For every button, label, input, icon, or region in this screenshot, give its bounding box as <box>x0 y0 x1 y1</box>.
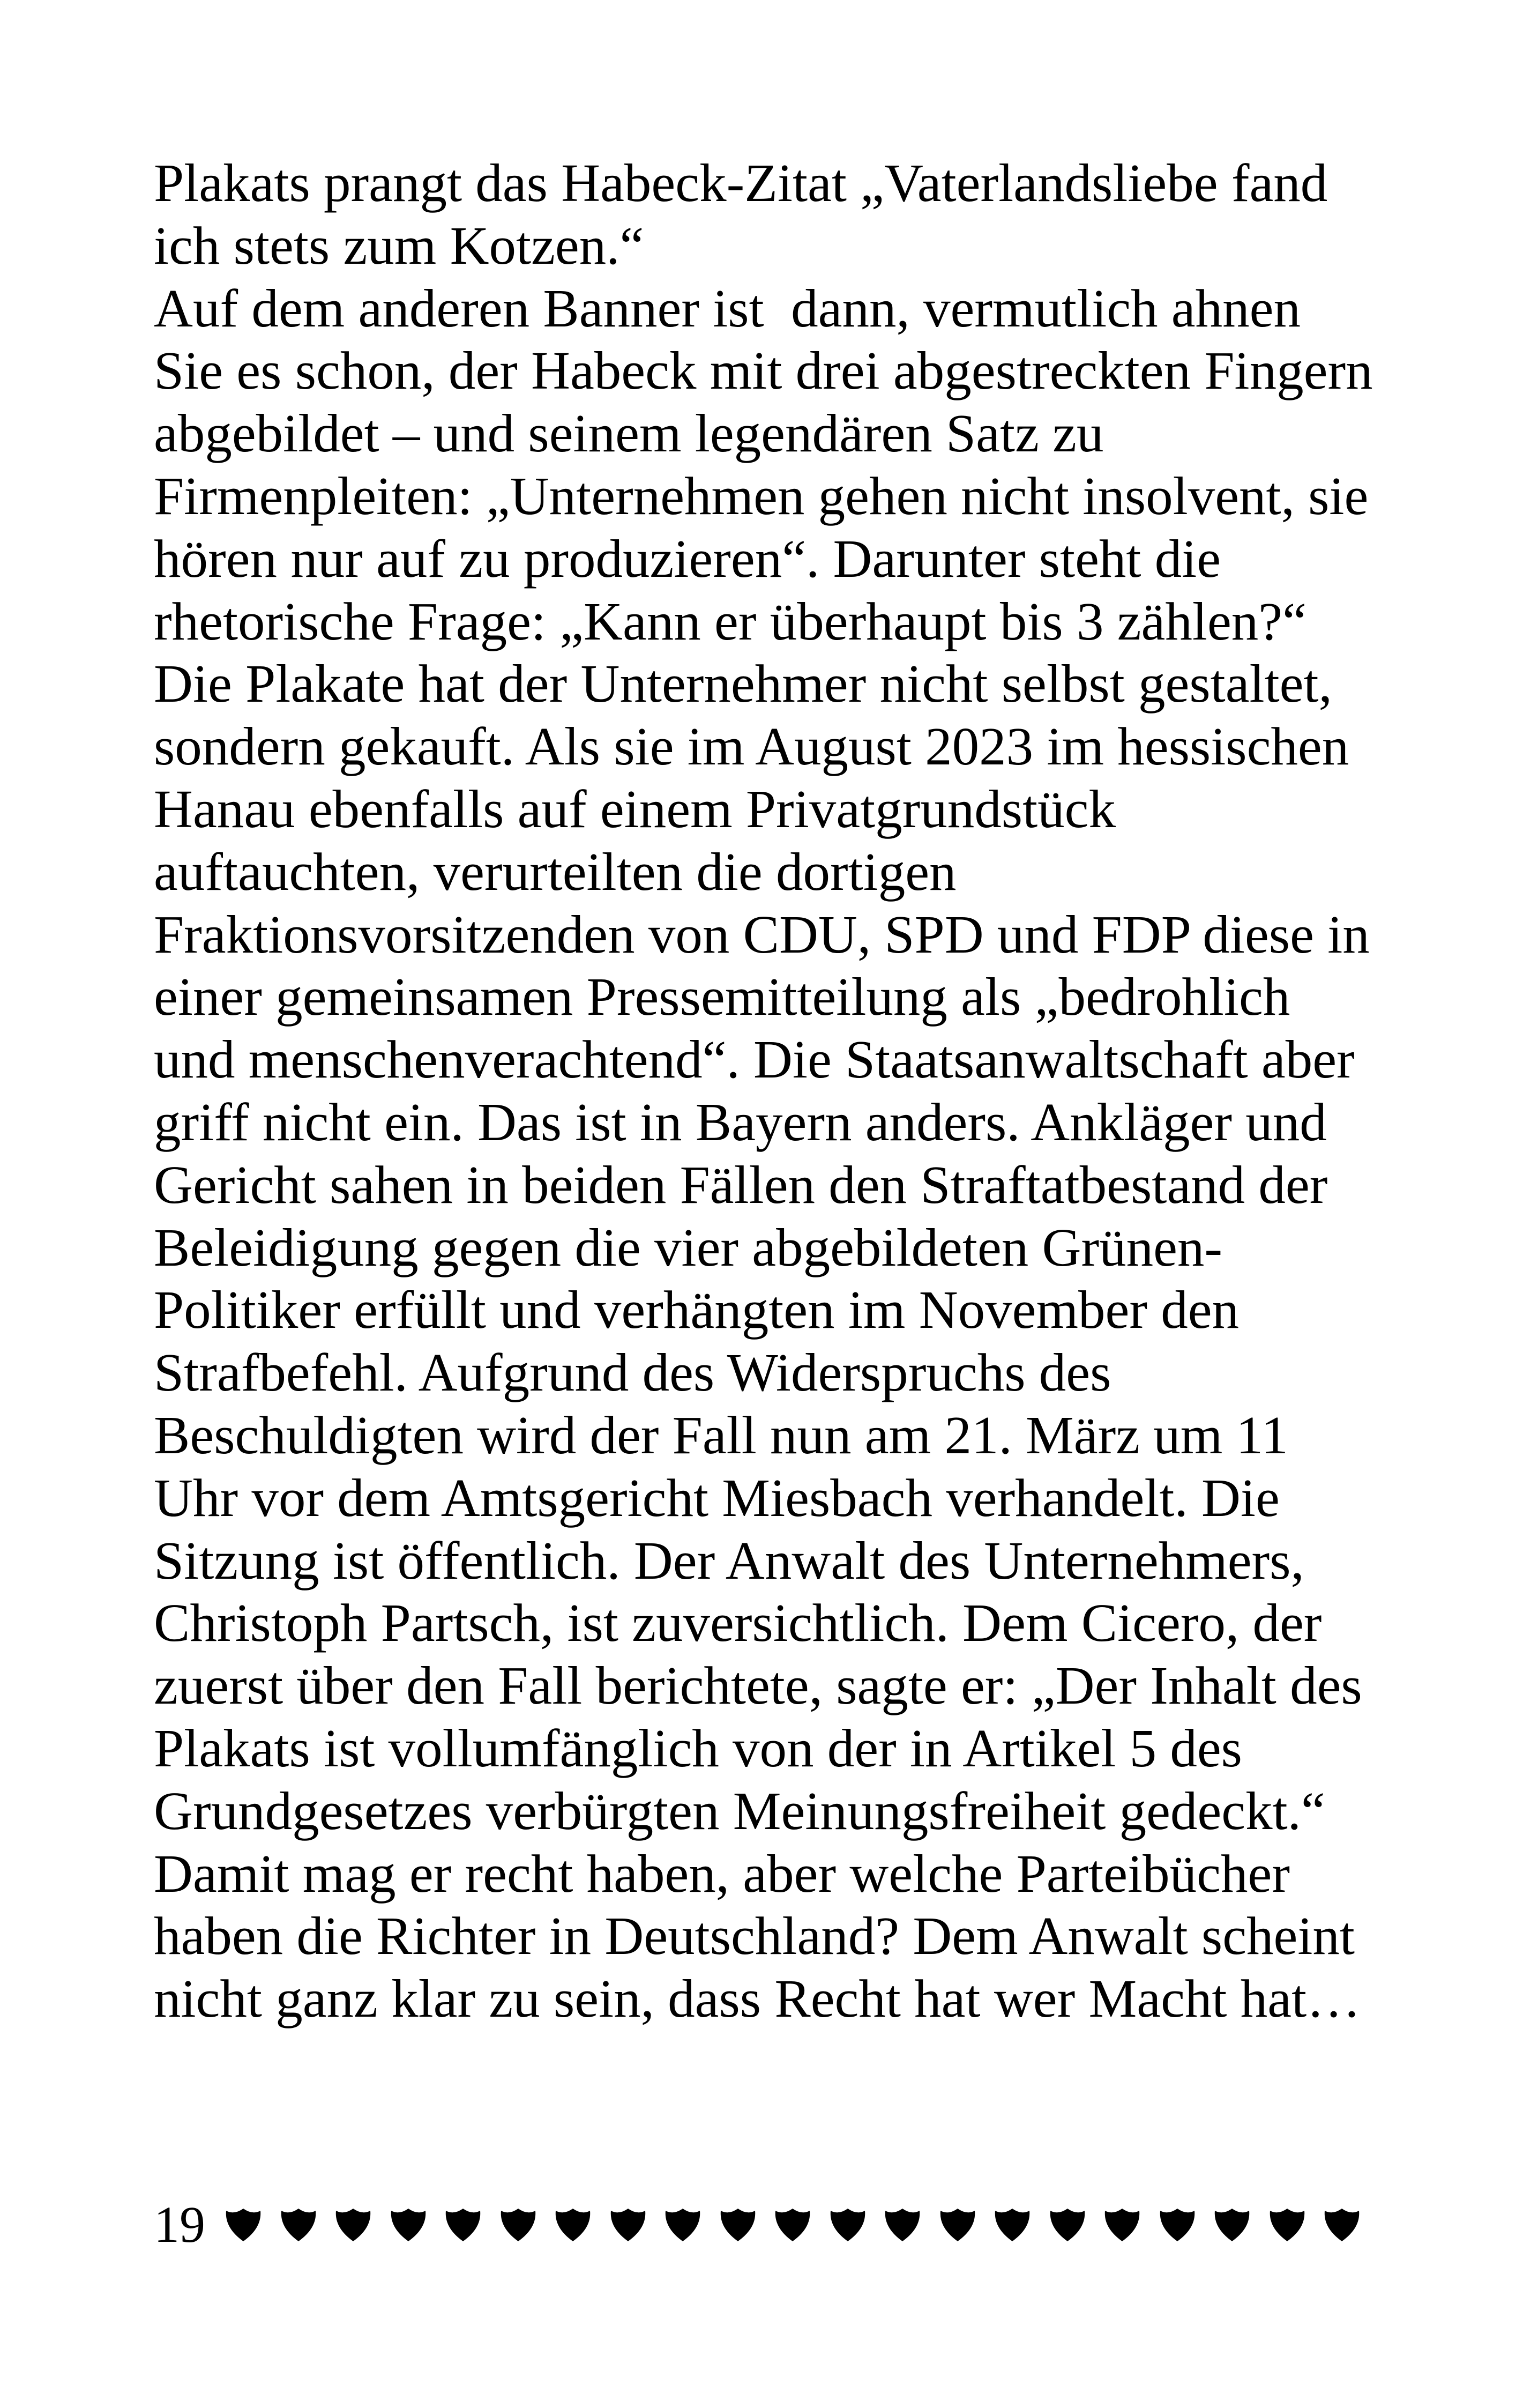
page-number: 19 <box>154 2196 205 2253</box>
text-line: griff nicht ein. Das ist in Bayern anders. Ankläger und <box>154 1091 1327 1152</box>
shield-icon <box>1159 2208 1196 2242</box>
text-line: zuerst über den Fall berichtete, sagte er: „Der Inhalt des <box>154 1655 1362 1716</box>
shield-ornament-row <box>225 2208 1378 2242</box>
text-line: Die Plakate hat der Unternehmer nicht selbst gestaltet, <box>154 653 1332 714</box>
shield-icon <box>829 2208 867 2242</box>
shield-icon <box>444 2208 482 2242</box>
shield-icon <box>664 2208 701 2242</box>
shield-icon <box>499 2208 537 2242</box>
shield-icon <box>609 2208 647 2242</box>
text-line: sondern gekauft. Als sie im August 2023 im hessischen <box>154 716 1349 777</box>
text-line: Sie es schon, der Habeck mit drei abgestreckten Fingern <box>154 340 1373 401</box>
text-line: nicht ganz klar zu sein, dass Recht hat wer Macht hat… <box>154 1968 1361 2029</box>
shield-icon <box>939 2208 976 2242</box>
shield-icon <box>1268 2208 1306 2242</box>
shield-icon <box>334 2208 372 2242</box>
text-line: Politiker erfüllt und verhängten im November den <box>154 1280 1240 1340</box>
text-line: Strafbefehl. Aufgrund des Widerspruchs des <box>154 1342 1111 1403</box>
text-line: Gericht sahen in beiden Fällen den Straftatbestand der <box>154 1154 1328 1215</box>
text-line: Sitzung ist öffentlich. Der Anwalt des Unternehmers, <box>154 1530 1304 1591</box>
shield-icon <box>774 2208 811 2242</box>
text-line: einer gemeinsamen Pressemitteilung als „bedrohlich <box>154 967 1290 1027</box>
shield-icon <box>994 2208 1031 2242</box>
text-line: haben die Richter in Deutschland? Dem Anwalt scheint <box>154 1906 1355 1966</box>
shield-icon <box>280 2208 317 2242</box>
text-line: abgebildet – und seinem legendären Satz zu <box>154 403 1104 464</box>
text-line: auftauchten, verurteilten die dortigen <box>154 841 957 902</box>
text-line: Plakats prangt das Habeck-Zitat „Vaterlandsliebe fand <box>154 153 1328 213</box>
text-line: und menschenverachtend“. Die Staatsanwaltschaft aber <box>154 1029 1355 1090</box>
shield-icon <box>1049 2208 1086 2242</box>
body-text <box>154 152 1440 2030</box>
shield-icon <box>225 2208 262 2242</box>
text-line: Damit mag er recht haben, aber welche Parteibücher <box>154 1843 1290 1904</box>
text-line: Fraktionsvorsitzenden von CDU, SPD und FDP diese in <box>154 904 1370 964</box>
shield-icon <box>554 2208 592 2242</box>
shield-icon <box>1323 2208 1361 2242</box>
text-line: Beleidigung gegen die vier abgebildeten Grünen- <box>154 1217 1223 1277</box>
text-line: ich stets zum Kotzen.“ <box>154 215 644 276</box>
text-line: Auf dem anderen Banner ist dann, vermutlich ahnen <box>154 278 1301 338</box>
shield-icon <box>1103 2208 1141 2242</box>
text-line: hören nur auf zu produzieren“. Darunter steht die <box>154 528 1221 589</box>
page-footer <box>154 2193 1378 2257</box>
shield-icon <box>1213 2208 1251 2242</box>
text-line: Hanau ebenfalls auf einem Privatgrundstück <box>154 778 1116 839</box>
shield-icon <box>719 2208 757 2242</box>
text-line: Uhr vor dem Amtsgericht Miesbach verhandelt. Die <box>154 1467 1280 1528</box>
text-line: rhetorische Frage: „Kann er überhaupt bis 3 zählen?“ <box>154 591 1307 651</box>
shield-icon <box>390 2208 427 2242</box>
text-line: Firmenpleiten: „Unternehmen gehen nicht insolvent, sie <box>154 465 1369 526</box>
text-line: Plakats ist vollumfänglich von der in Artikel 5 des <box>154 1718 1242 1778</box>
text-line: Grundgesetzes verbürgten Meinungsfreiheit gedeckt.“ <box>154 1780 1325 1841</box>
text-line: Christoph Partsch, ist zuversichtlich. Dem Cicero, der <box>154 1593 1322 1653</box>
shield-icon <box>884 2208 921 2242</box>
text-line: Beschuldigten wird der Fall nun am 21. März um 11 <box>154 1404 1288 1465</box>
